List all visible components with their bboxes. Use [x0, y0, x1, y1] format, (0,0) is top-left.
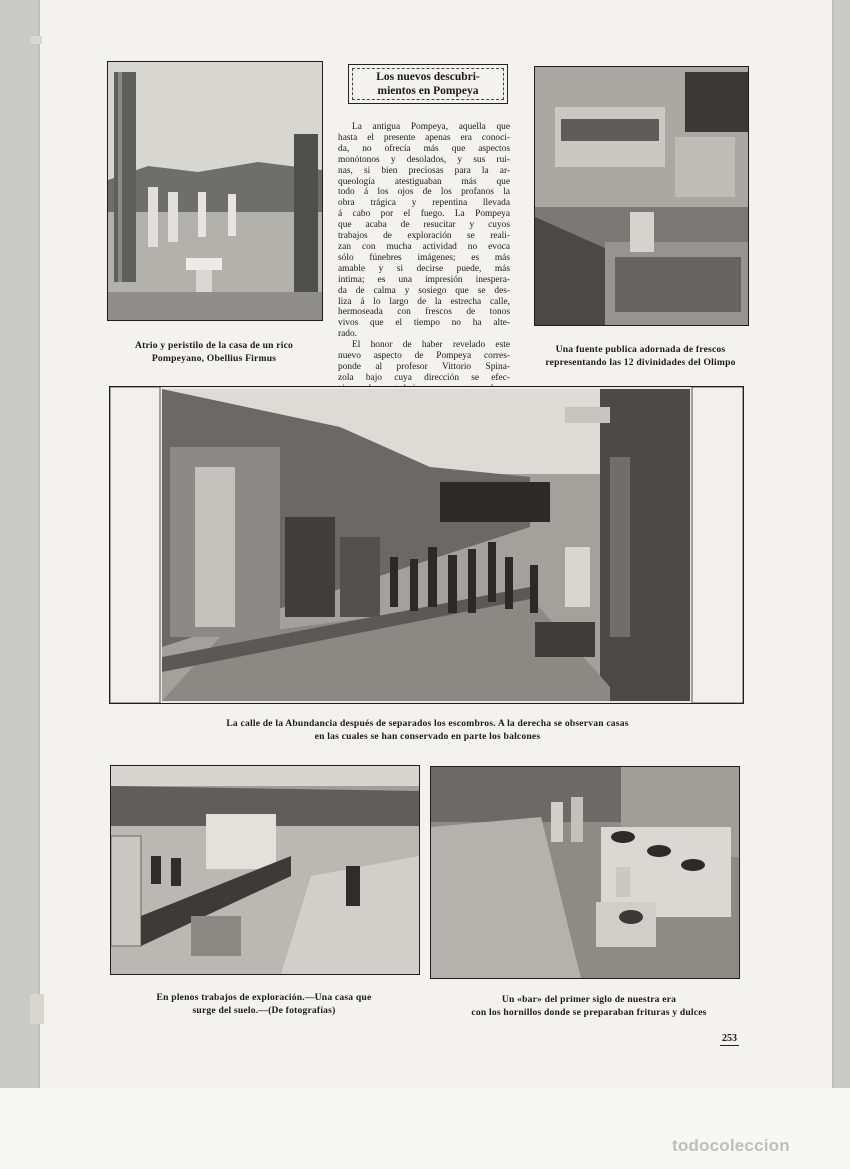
- caption-bar: [430, 993, 748, 1019]
- caption-line: representando las 12 divinidades del Olimpo: [545, 357, 736, 368]
- caption-line: En plenos trabajos de exploración.—Una casa que: [156, 992, 372, 1003]
- title-line: mientos en Pompeya: [377, 85, 479, 97]
- article-line: queología atestiguaban más que: [338, 176, 510, 187]
- article-title-box: [348, 64, 508, 104]
- photo-bar-primer-siglo: [430, 766, 740, 979]
- caption-line: con los hornillos donde se preparaban frituras y dulces: [471, 1007, 707, 1018]
- article-line: da de calma y sosiego que se des-: [338, 285, 510, 296]
- article-line: rado.: [338, 329, 358, 340]
- caption-trabajos: [110, 991, 418, 1017]
- caption-line: Una fuente publica adornada de frescos: [555, 344, 726, 355]
- article-line: hermoseada con frescos de tonos: [338, 307, 510, 318]
- article-line: amable y si decirse puede, más: [338, 263, 510, 274]
- photo-frame-calle: [109, 386, 744, 704]
- article-line: El honor de haber revelado este: [352, 340, 510, 351]
- photo-fuente-frescos: [534, 66, 749, 326]
- caption-line: Pompeyano, Obellius Firmus: [151, 353, 277, 364]
- article-line: todo á los ojos de los profanos la: [338, 187, 510, 198]
- article-line: La antigua Pompeya, aquella que: [352, 122, 510, 132]
- photo-atrio-peristilo: [107, 61, 323, 321]
- article-line: que acaba de resucitar y cuyos: [338, 220, 510, 231]
- article-line: nuevo aspecto de Pompeya corres-: [338, 351, 510, 362]
- article-line: trabajos de exploración se reali-: [338, 231, 510, 242]
- scan-bottom-margin: [0, 1088, 850, 1169]
- title-line: Los nuevos descubri-: [376, 71, 480, 83]
- caption-calle: [150, 717, 705, 743]
- photo-trabajos-exploracion: [110, 765, 420, 975]
- article-line: ponde al profesor Vittorio Spina-: [338, 361, 510, 372]
- article-line: zola bajo cuya dirección se efec-: [338, 372, 510, 383]
- article-line: zan con mucha actividad no evoca: [338, 241, 510, 252]
- article-line: sólo fúnebres imágenes; es más: [338, 252, 510, 263]
- watermark: todocoleccion: [672, 1136, 790, 1155]
- article-line: liza á lo largo de la estrecha calle,: [338, 296, 510, 307]
- article-line: monótonos y desolados, y sus rui-: [338, 154, 510, 165]
- article-line: vivos que el tiempo no ha alte-: [338, 318, 510, 329]
- article-line: nas, si bien preciosas para la ar-: [338, 165, 510, 176]
- article-title: [352, 68, 504, 100]
- article-line: da, no ofrecía más que aspectos: [338, 143, 510, 154]
- caption-line: surge del suelo.—(De fotografías): [192, 1005, 336, 1016]
- article-line: á cabo por el fuego. La Pompeya: [338, 209, 510, 220]
- article-body: [338, 122, 510, 406]
- caption-atrio: [107, 339, 321, 365]
- caption-line: Un «bar» del primer siglo de nuestra era: [501, 994, 677, 1005]
- page-number: 253: [722, 1033, 737, 1044]
- article-line: hasta el presente apenas era conoci-: [338, 132, 510, 143]
- binding-mark-top: [30, 36, 42, 44]
- article-line: íntima; es una impresión inespera-: [338, 274, 510, 285]
- caption-line: Atrio y peristilo de la casa de un rico: [134, 340, 294, 351]
- caption-line: en las cuales se han conservado en parte los balcones: [314, 731, 541, 742]
- binding-mark-bottom: [30, 994, 44, 1024]
- caption-fuente: [522, 343, 759, 369]
- caption-line: La calle de la Abundancia después de separados los escombros. A la derecha se observan casas: [226, 718, 629, 729]
- article-line: obra trágica y repentina llevada: [338, 198, 510, 209]
